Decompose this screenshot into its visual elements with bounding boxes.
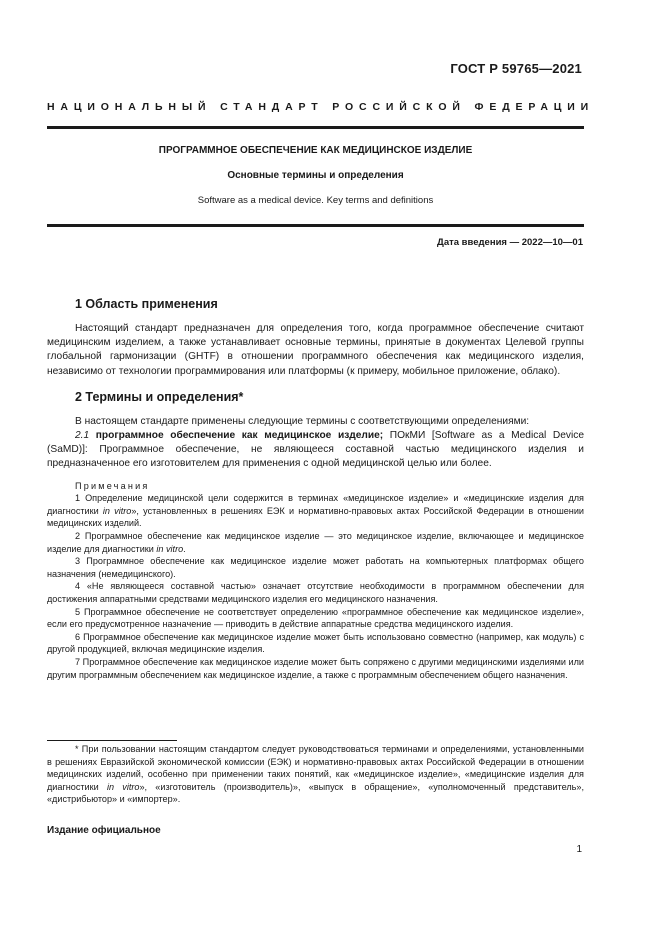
section-2-heading: 2 Термины и определения* [75,389,244,404]
notes-title: Примечания [75,480,150,491]
standard-number: ГОСТ Р 59765—2021 [450,61,582,76]
section-1-heading: 1 Область применения [75,297,218,311]
term-definition: ПОкМИ [Software as a Medical Device (SaMD)]: Программное обеспечение, не являющееся составной частью медицинского изделия и предназначенное его изготовителем для применения с одной медицинской целью или более. [47,430,584,470]
official-edition: Издание официальное [47,825,161,836]
term-name: программное обеспечение как медицинское изделие; [95,430,384,442]
title-divider [47,224,584,227]
notes-block [47,480,584,682]
footnote: * При пользовании настоящим стандартом следует руководствоваться терминами и определениями, установленными в решениях Евразийской экономической комиссии (ЕЭК) и нормативно-правовых актах Российской Федерации в отношении медицинских изделий, особенно при применении таких понятий, как «медицинское изделие», «медицинские изделия для диагностики in vitro», «изготовитель (производитель)», «выпуск в обращение», «уполномоченный представитель», «дистрибьютор» и «импортер». [47,744,584,805]
note-7: 7 Программное обеспечение как медицинское изделие может быть сопряжено с другими медицинскими изделиями или другим программным обеспечением как медицинское изделие, а также с программным обеспечением общего назначения. [47,656,584,680]
note-5: 5 Программное обеспечение не соответствует определению «программное обеспечение как медицинское изделие», если его предусмотренное назначение — приводить в действие аппаратные средства медицинского изделия. [47,606,584,630]
note-3: 3 Программное обеспечение как медицинское изделие может работать на компьютерных платформах общего назначения (немедицинского). [47,556,584,579]
page-number: 1 [576,844,582,855]
section-2-intro: В настоящем стандарте применены следующие термины с соответствующими определениями: [75,415,530,427]
national-standard-title: НАЦИОНАЛЬНЫЙ СТАНДАРТ РОССИЙСКОЙ ФЕДЕРАЦИИ [47,101,595,113]
note-2: 2 Программное обеспечение как медицинское изделие — это медицинское изделие, включающее и медицинское изделие для диагностики in vitro. [47,531,584,554]
document-subtitle: Основные термины и определения [227,170,404,181]
note-6: 6 Программное обеспечение как медицинское изделие может быть использовано совместно (например, как модуль) с другой продукцией, включая медицинские изделия. [47,631,584,655]
section-1-text: Настоящий стандарт предназначен для определения того, когда программное обеспечение считают медицинским изделием, а также устанавливает основные термины, принятые в документах Целевой группы глобальной гармонизации (GHTF) в отношении программного обеспечения как медицинского изделия, независимо от технологии программирования или платформы (к примеру, мобильное приложение, облако). [47,323,584,377]
document-body [47,296,584,681]
document-title: ПРОГРАММНОЕ ОБЕСПЕЧЕНИЕ КАК МЕДИЦИНСКОЕ ИЗДЕЛИЕ [158,145,473,156]
note-4: 4 «Не являющееся составной частью» означает отсутствие необходимости в программном обеспечении для достижения аппаратными средствами медицинского изделия его медицинского назначения. [47,581,584,604]
footnote-divider [47,740,177,741]
document-title-english: Software as a medical device. Key terms and definitions [197,195,434,206]
introduction-date: Дата введения — 2022—10—01 [437,237,583,248]
term-2-1 [47,429,584,472]
top-divider [47,126,584,129]
term-number: 2.1 [75,430,90,442]
note-1: 1 Определение медицинской цели содержится в терминах «медицинское изделие» и «медицинские изделия для диагностики in vitro», установленных в решениях ЕЭК и нормативно-правовых актах Российской Федерации в отношении медицинских изделий. [47,493,584,529]
